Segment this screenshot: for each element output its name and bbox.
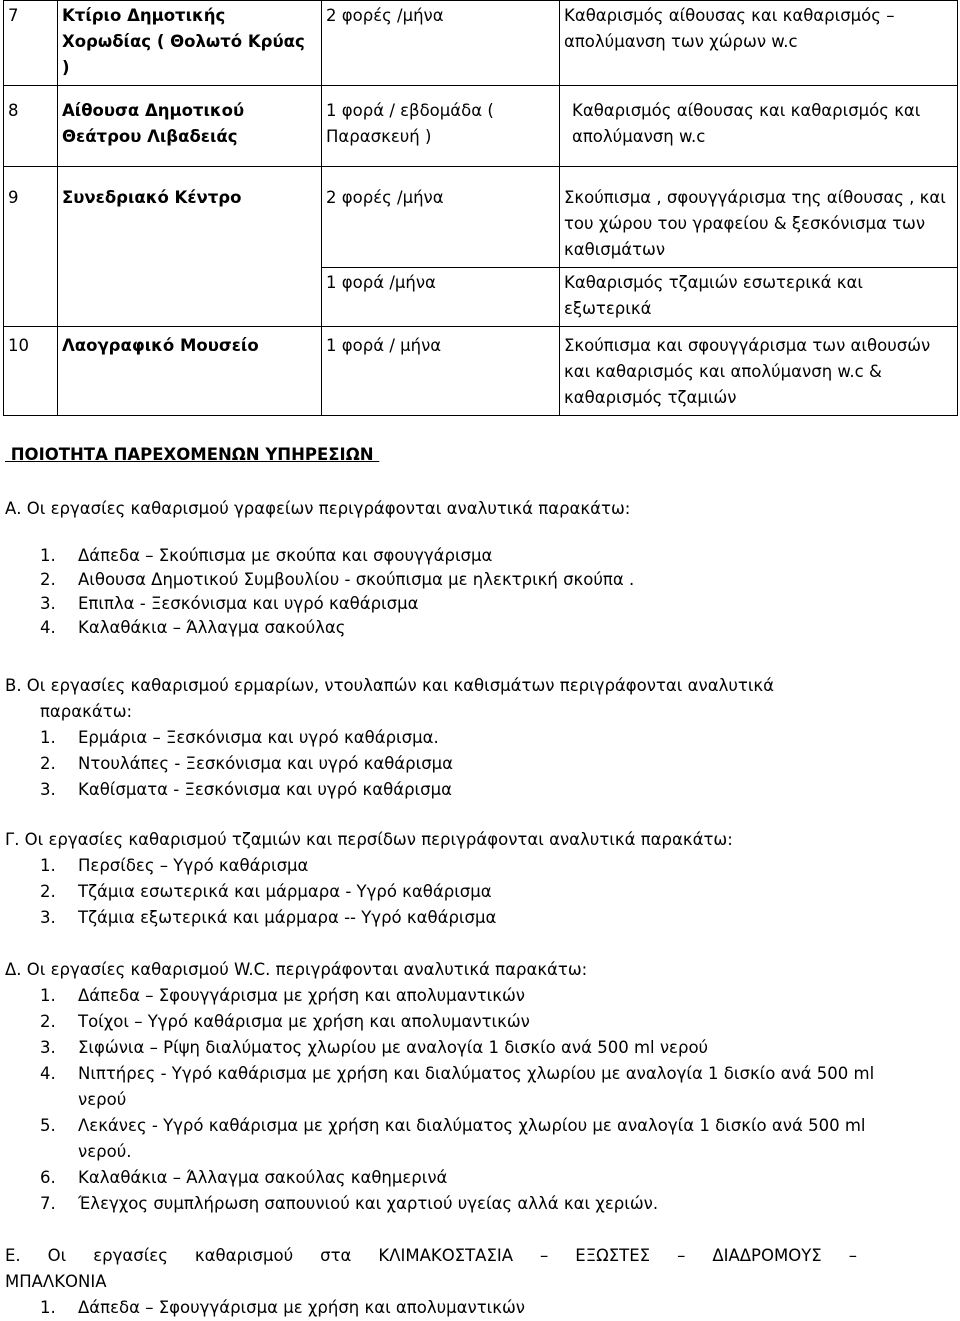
task-description: Καθαρισμός τζαμιών εσωτερικά και εξωτερικά bbox=[560, 268, 958, 327]
frequency: 1 φορά / εβδομάδα ( Παρασκευή ) bbox=[322, 86, 560, 167]
item-list bbox=[5, 983, 895, 1217]
item-number: 2. bbox=[40, 1012, 56, 1031]
item-list bbox=[5, 1295, 955, 1321]
intro-word: Ε. bbox=[5, 1246, 21, 1265]
task-description: Καθαρισμός αίθουσας και καθαρισμός – απολύμανση των χώρων w.c bbox=[560, 1, 958, 86]
row-number: 9 bbox=[4, 167, 58, 327]
item-number: 1. bbox=[40, 728, 56, 747]
list-item bbox=[5, 1165, 895, 1191]
item-text: Τζάμια εσωτερικά και μάρμαρα - Υγρό καθάρισμα bbox=[78, 882, 492, 901]
section-e bbox=[5, 1243, 955, 1321]
intro-word: στα bbox=[320, 1246, 352, 1265]
list-item bbox=[5, 1009, 895, 1035]
item-text: Αιθουσα Δημοτικού Συμβουλίου - σκούπισμα με ηλεκτρική σκούπα . bbox=[78, 570, 635, 589]
table-row bbox=[4, 1, 958, 86]
item-text: Λεκάνες - Υγρό καθάρισμα με χρήση και διαλύματος χλωρίου με αναλογία 1 δισκίο ανά 500 ml νερού. bbox=[78, 1116, 866, 1161]
list-item bbox=[5, 1061, 895, 1113]
section-c bbox=[5, 827, 955, 931]
intro-word: – bbox=[848, 1246, 857, 1265]
item-list bbox=[5, 544, 955, 640]
item-text: Δάπεδα – Σφουγγάρισμα με χρήση και απολυμαντικών bbox=[78, 986, 526, 1005]
intro-word: ΚΛΙΜΑΚΟΣΤΑΣΙΑ bbox=[378, 1246, 514, 1265]
item-number: 2. bbox=[40, 570, 56, 589]
table-row bbox=[4, 167, 958, 268]
item-number: 3. bbox=[40, 908, 56, 927]
row-number: 7 bbox=[4, 1, 58, 86]
row-number: 10 bbox=[4, 327, 58, 416]
list-item bbox=[5, 1295, 955, 1321]
item-number: 1. bbox=[40, 546, 56, 565]
section-heading: ΠΟΙΟΤΗΤΑ ΠΑΡΕΧΟΜΕΝΩΝ ΥΠΗΡΕΣΙΩΝ bbox=[5, 445, 380, 464]
intro-word: ΕΞΩΣΤΕΣ bbox=[575, 1246, 651, 1265]
section-intro: Α. Οι εργασίες καθαρισμού γραφείων περιγράφονται αναλυτικά παρακάτω: bbox=[5, 499, 631, 518]
intro-word: – bbox=[677, 1246, 686, 1265]
section-intro-continued: παρακάτω: bbox=[40, 702, 133, 721]
item-text: Περσίδες – Υγρό καθάρισμα bbox=[78, 856, 309, 875]
item-number: 1. bbox=[40, 1298, 56, 1317]
list-item bbox=[5, 568, 955, 592]
list-item bbox=[5, 1191, 895, 1217]
list-item bbox=[5, 544, 955, 568]
row-number: 8 bbox=[4, 86, 58, 167]
frequency: 2 φορές /μήνα bbox=[322, 1, 560, 86]
list-item bbox=[5, 592, 955, 616]
place-name: Συνεδριακό Κέντρο bbox=[58, 167, 322, 327]
section-b bbox=[5, 673, 955, 803]
task-description: Σκούπισμα , σφουγγάρισμα της αίθουσας , και του χώρου του γραφείου & ξεσκόνισμα των καθισμάτων bbox=[560, 167, 958, 268]
place-name: Κτίριο Δημοτικής Χορωδίας ( Θολωτό Κρύας ) bbox=[58, 1, 322, 86]
list-item bbox=[5, 879, 955, 905]
item-number: 7. bbox=[40, 1194, 56, 1213]
intro-word: – bbox=[540, 1246, 549, 1265]
item-text: Σιφώνια – Ρίψη διαλύματος χλωρίου με αναλογία 1 δισκίο ανά 500 ml νερού bbox=[78, 1038, 709, 1057]
section-intro: Γ. Οι εργασίες καθαρισμού τζαμιών και περσίδων περιγράφονται αναλυτικά παρακάτω: bbox=[5, 830, 733, 849]
item-text: Δάπεδα – Σφουγγάρισμα με χρήση και απολυμαντικών bbox=[78, 1298, 526, 1317]
frequency: 1 φορά / μήνα bbox=[322, 327, 560, 416]
schedule-table bbox=[3, 0, 958, 416]
item-list bbox=[5, 853, 955, 931]
list-item bbox=[5, 616, 955, 640]
item-text: Επιπλα - Ξεσκόνισμα και υγρό καθάρισμα bbox=[78, 594, 419, 613]
item-number: 2. bbox=[40, 754, 56, 773]
list-item bbox=[5, 1035, 895, 1061]
intro-word: καθαρισμού bbox=[194, 1246, 294, 1265]
task-description: Σκούπισμα και σφουγγάρισμα των αιθουσών και καθαρισμός και απολύμανση w.c & καθαρισμός τζαμιών bbox=[560, 327, 958, 416]
frequency: 1 φορά /μήνα bbox=[322, 268, 560, 327]
item-text: Ερμάρια – Ξεσκόνισμα και υγρό καθάρισμα. bbox=[78, 728, 439, 747]
place-name: Αίθουσα Δημοτικού Θεάτρου Λιβαδειάς bbox=[58, 86, 322, 167]
item-text: Τζάμια εξωτερικά και μάρμαρα -- Υγρό καθάρισμα bbox=[78, 908, 497, 927]
item-text: Δάπεδα – Σκούπισμα με σκούπα και σφουγγάρισμα bbox=[78, 546, 493, 565]
item-number: 1. bbox=[40, 856, 56, 875]
item-text: Καλαθάκια – Άλλαγμα σακούλας bbox=[78, 618, 346, 637]
section-d bbox=[5, 957, 955, 1217]
intro-word: Οι bbox=[47, 1246, 67, 1265]
list-item bbox=[5, 1113, 895, 1165]
place-name: Λαογραφικό Μουσείο bbox=[58, 327, 322, 416]
item-number: 4. bbox=[40, 1064, 56, 1083]
item-text: Καθίσματα - Ξεσκόνισμα και υγρό καθάρισμα bbox=[78, 780, 452, 799]
item-list bbox=[5, 725, 955, 803]
item-number: 3. bbox=[40, 780, 56, 799]
item-text: Τοίχοι – Υγρό καθάρισμα με χρήση και απολυμαντικών bbox=[78, 1012, 530, 1031]
list-item bbox=[5, 777, 955, 803]
intro-word: εργασίες bbox=[93, 1246, 168, 1265]
item-number: 2. bbox=[40, 882, 56, 901]
section-a bbox=[5, 496, 955, 640]
frequency: 2 φορές /μήνα bbox=[322, 167, 560, 268]
list-item bbox=[5, 853, 955, 879]
item-number: 4. bbox=[40, 618, 56, 637]
item-text: Έλεγχος συμπλήρωση σαπουνιού και χαρτιού υγείας αλλά και χεριών. bbox=[78, 1194, 659, 1213]
item-number: 5. bbox=[40, 1116, 56, 1135]
section-intro bbox=[5, 1243, 857, 1269]
list-item bbox=[5, 983, 895, 1009]
section-intro: Δ. Οι εργασίες καθαρισμού W.C. περιγράφονται αναλυτικά παρακάτω: bbox=[5, 960, 588, 979]
item-text: Ντουλάπες - Ξεσκόνισμα και υγρό καθάρισμα bbox=[78, 754, 454, 773]
task-description: Καθαρισμός αίθουσας και καθαρισμός και απολύμανση w.c bbox=[560, 86, 958, 167]
list-item bbox=[5, 905, 955, 931]
table-row bbox=[4, 86, 958, 167]
list-item bbox=[5, 725, 955, 751]
section-intro-continued: ΜΠΑΛΚΟΝΙΑ bbox=[5, 1272, 107, 1291]
item-number: 1. bbox=[40, 986, 56, 1005]
section-intro: Β. Οι εργασίες καθαρισμού ερμαρίων, ντουλαπών και καθισμάτων περιγράφονται αναλυτικά bbox=[5, 676, 775, 695]
item-number: 3. bbox=[40, 594, 56, 613]
intro-word: ΔΙΑΔΡΟΜΟΥΣ bbox=[712, 1246, 822, 1265]
list-item bbox=[5, 751, 955, 777]
item-number: 6. bbox=[40, 1168, 56, 1187]
item-text: Νιπτήρες - Υγρό καθάρισμα με χρήση και διαλύματος χλωρίου με αναλογία 1 δισκίο ανά 500 ml νερού bbox=[78, 1064, 875, 1109]
item-number: 3. bbox=[40, 1038, 56, 1057]
item-text: Καλαθάκια – Άλλαγμα σακούλας καθημερινά bbox=[78, 1168, 448, 1187]
table-row bbox=[4, 327, 958, 416]
